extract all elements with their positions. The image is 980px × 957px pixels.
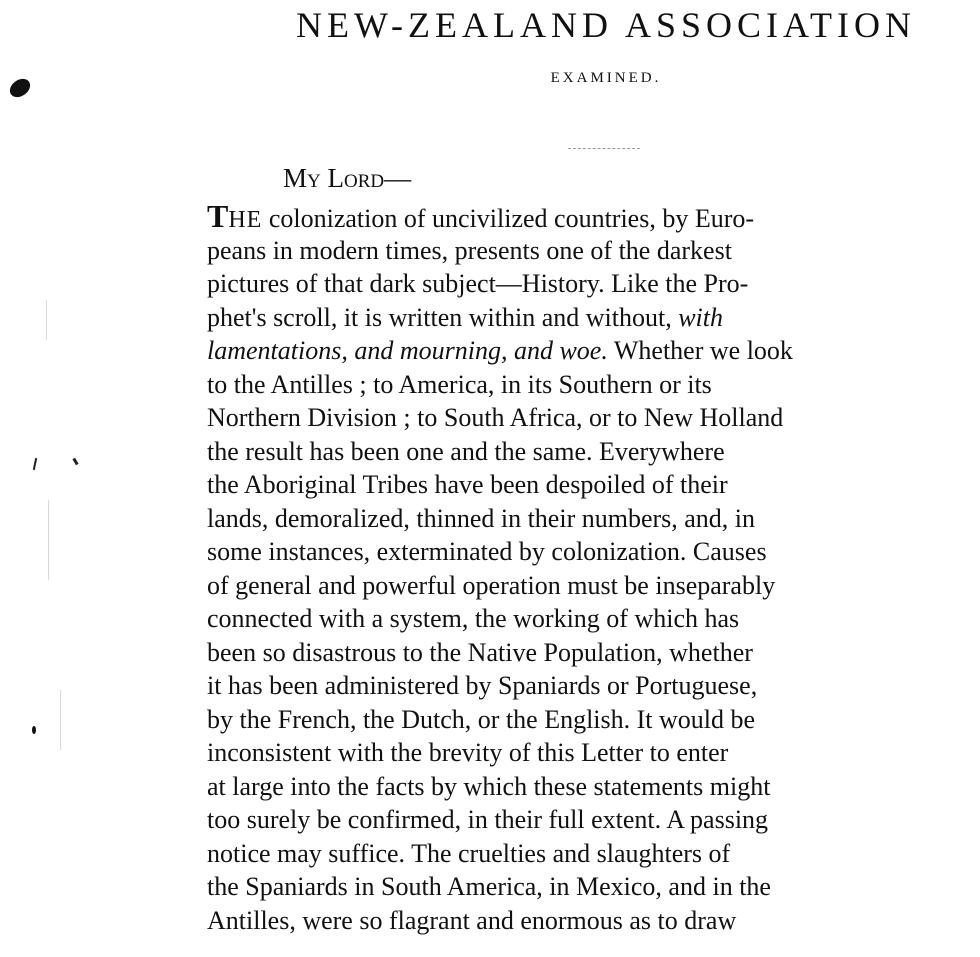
small-caps-text: HE — [228, 207, 263, 233]
scan-artifact — [48, 500, 49, 580]
scan-artifact — [46, 300, 47, 340]
scan-artifact — [60, 690, 61, 750]
ink-dot — [32, 726, 36, 734]
text-line: lands, demoralized, thinned in their numbers, and, in — [207, 503, 756, 533]
salutation: My Lord— — [283, 163, 412, 193]
text-line: some instances, exterminated by colonization. Causes — [207, 537, 767, 566]
text-line: Antilles, were so flagrant and enormous as to draw — [207, 905, 737, 935]
text-line: by the French, the Dutch, or the English. It would be — [207, 704, 756, 734]
text-line — [207, 301, 980, 335]
text-line — [207, 334, 980, 368]
text-line: inconsistent with the brevity of this Letter to enter — [207, 738, 729, 767]
text-line: been so disastrous to the Native Population, whether — [207, 637, 753, 667]
text-line: pictures of that dark subject—History. Like the Pro- — [207, 269, 749, 298]
text-line: too surely be confirmed, in their full extent. A passing — [207, 805, 769, 834]
ink-mark — [72, 458, 78, 466]
ornamental-rule — [568, 148, 640, 149]
text-line: connected with a system, the working of which has — [207, 604, 740, 633]
text-run: phet's scroll, it is written within and without, — [207, 302, 679, 332]
text-line: Northern Division ; to South Africa, or to New Holland — [207, 403, 784, 432]
text-line: it has been administered by Spaniards or Portuguese, — [207, 671, 758, 700]
text-line: of general and powerful operation must be inseparably — [207, 570, 776, 600]
letter-paragraph — [207, 200, 980, 937]
text-run: colonization of uncivilized countries, by Euro- — [262, 204, 755, 233]
text-line: the result has been one and the same. Everywhere — [207, 436, 725, 466]
text-run: Whether we look — [607, 336, 793, 365]
text-line: at large into the facts by which these statements might — [207, 771, 771, 801]
drop-cap: T — [207, 198, 229, 234]
text-line: the Aboriginal Tribes have been despoiled of their — [207, 470, 728, 499]
text-line — [207, 200, 980, 234]
text-line: the Spaniards in South America, in Mexico, and in the — [207, 872, 771, 901]
text-line: peans in modern times, presents one of the darkest — [207, 235, 732, 265]
italic-text: with — [678, 302, 723, 332]
text-line: notice may suffice. The cruelties and slaughters of — [207, 838, 731, 868]
italic-text: lamentations, and mourning, and woe. — [207, 336, 608, 365]
page-subtitle: EXAMINED. — [550, 70, 662, 86]
text-line: to the Antilles ; to America, in its Southern or its — [207, 369, 712, 399]
ink-mark — [33, 458, 37, 470]
page-title: NEW-ZEALAND ASSOCIATION — [296, 5, 916, 45]
